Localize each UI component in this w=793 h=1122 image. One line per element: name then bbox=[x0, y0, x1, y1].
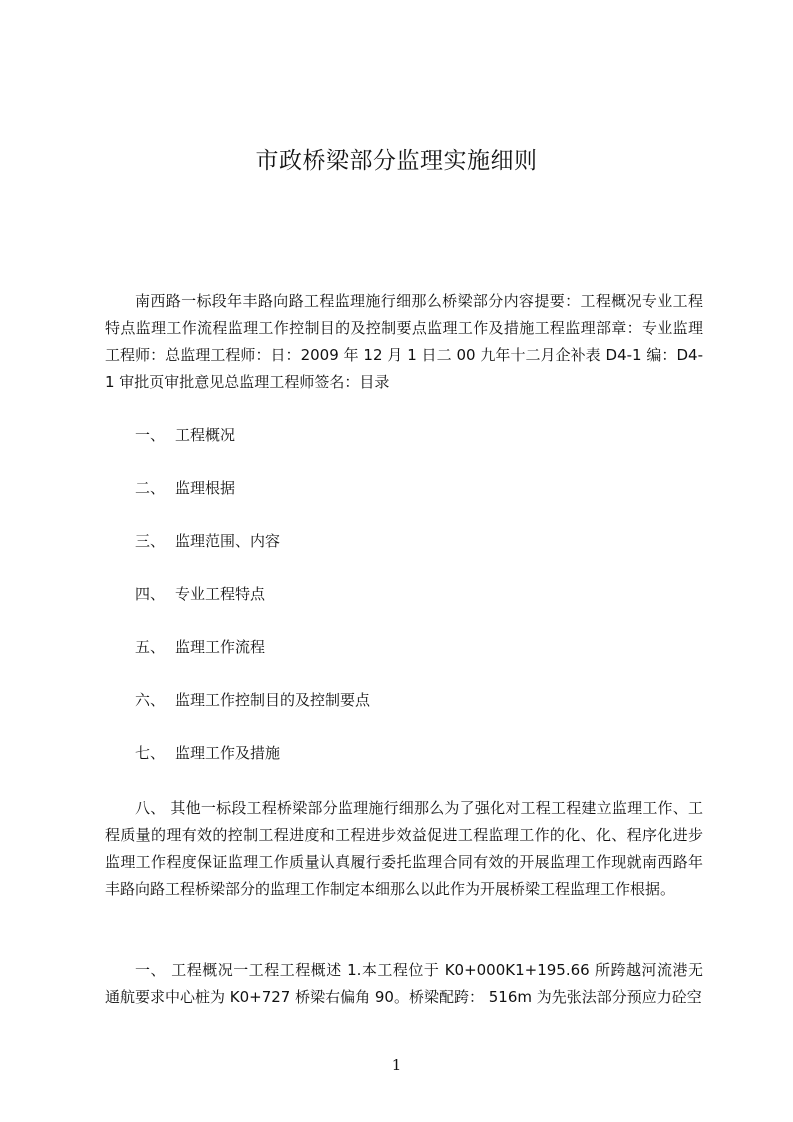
toc-item bbox=[135, 424, 235, 446]
toc-item-label: 监理范围、内容 bbox=[175, 532, 281, 550]
toc-item-number: 四、 bbox=[135, 585, 166, 603]
page-number: 1 bbox=[391, 1056, 402, 1074]
toc-item-label: 监理工作控制目的及控制要点 bbox=[175, 691, 371, 709]
toc-item-number: 三、 bbox=[135, 532, 166, 550]
toc-item-number: 二、 bbox=[135, 479, 166, 497]
toc-item-label: 监理根据 bbox=[175, 479, 236, 497]
document-title: 市政桥梁部分监理实施细则 bbox=[255, 148, 538, 174]
toc-item-label: 监理工作流程 bbox=[175, 638, 266, 656]
toc-item bbox=[135, 583, 265, 605]
section-eight-paragraph: 八、 其他一标段工程桥梁部分监理施行细那么为了强化对工程工程建立监理工作、工程质量的理有效的控制工程进度和工程进步效益促进工程监理工作的化、化、程序化进步监理工作程度保证监理工作质量认真履行委托监理合同有效的开展监理工作现就南西路年丰路向路工程桥梁部分的监理工作制定本细那么以此作为开展桥梁工程监理工作根据。 bbox=[105, 799, 703, 898]
section-one-paragraph: 一、 工程概况一工程工程概述 1.本工程位于 K0+000K1+195.66 所跨越河流港无通航要求中心桩为 K0+727 桥梁右偏角 90。桥梁配跨： 516m 为先张法部分预应力砼空 bbox=[105, 961, 703, 1006]
toc-item-number: 一、 bbox=[135, 426, 166, 444]
toc-item-label: 工程概况 bbox=[175, 426, 236, 444]
toc-item-number: 六、 bbox=[135, 691, 166, 709]
toc-item bbox=[135, 689, 370, 711]
toc-item bbox=[135, 636, 265, 658]
toc-item-label: 专业工程特点 bbox=[175, 585, 266, 603]
toc-item-number: 五、 bbox=[135, 638, 166, 656]
toc-item-number: 七、 bbox=[135, 744, 166, 762]
intro-paragraph: 南西路一标段年丰路向路工程监理施行细那么桥梁部分内容提要：工程概况专业工程特点监理工作流程监理工作控制目的及控制要点监理工作及措施工程监理部章：专业监理工程师：总监理工程师：日：2009 年 12 月 1 日二 00 九年十二月企补表 D4-1 编：D4-1 审批页审批意见总监理工程师签名：目录 bbox=[105, 292, 703, 391]
toc-item-label: 监理工作及措施 bbox=[175, 744, 281, 762]
toc-item bbox=[135, 477, 235, 499]
toc-item bbox=[135, 742, 280, 764]
toc-item bbox=[135, 530, 280, 552]
